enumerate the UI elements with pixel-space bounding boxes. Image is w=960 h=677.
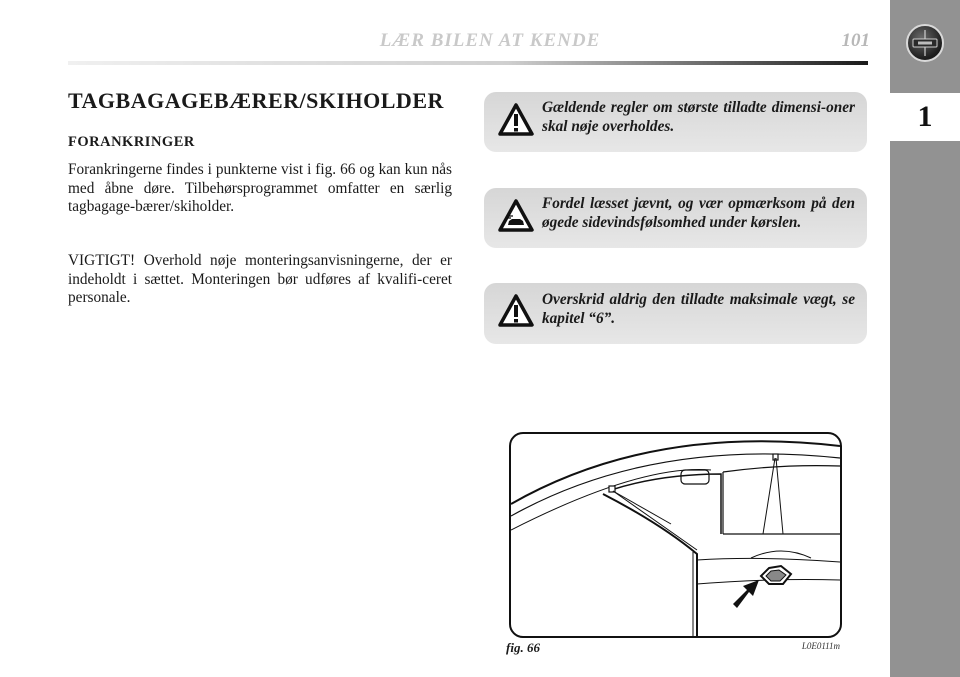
figure-caption: fig. 66 (506, 640, 540, 655)
chapter-number: 1 (890, 93, 960, 141)
warning-triangle-icon (498, 103, 534, 137)
warning-text-1: Gældende regler om største tilladte dimensi-oner skal nøje overholdes. (542, 99, 855, 135)
lancia-logo-icon (906, 24, 944, 62)
subheading: FORANKRINGER (68, 134, 195, 150)
body-paragraph-2: VIGTIGT! Overhold nøje monteringsanvisningerne, der er indeholdt i sættet. Monteringen bør udføres af kvalifi-ceret personale. (68, 252, 452, 306)
figure-illustration (509, 432, 842, 638)
body-paragraph-1: Forankringerne findes i punkterne vist i fig. 66 og kan kun nås med åbne døre. Tilbehørsprogrammet omfatter en særlig tagbagage-bærer/skiholder. (68, 161, 452, 215)
warning-triangle-icon (498, 294, 534, 328)
page-number: 101 (841, 30, 870, 51)
figure-code: L0E0111m (801, 641, 840, 651)
running-header-title: LÆR BILEN AT KENDE (379, 30, 601, 51)
section-title: TAGBAGAGEBÆRER/SKIHOLDER (68, 88, 444, 113)
warning-text-3: Overskrid aldrig den tilladte maksimale vægt, se kapitel “6”. (542, 291, 855, 327)
header-rule (68, 61, 868, 65)
warning-box-3 (484, 283, 867, 344)
warning-box-2 (484, 188, 867, 248)
warning-text-2: Fordel læsset jævnt, og vær opmærksom på den øgede sidevindsfølsomhed under kørslen. (542, 195, 855, 231)
warning-box-1 (484, 92, 867, 152)
roof-anchor-illustration (511, 434, 840, 636)
car-crosswind-warning-icon (498, 199, 534, 233)
chapter-side-tab (890, 0, 960, 677)
